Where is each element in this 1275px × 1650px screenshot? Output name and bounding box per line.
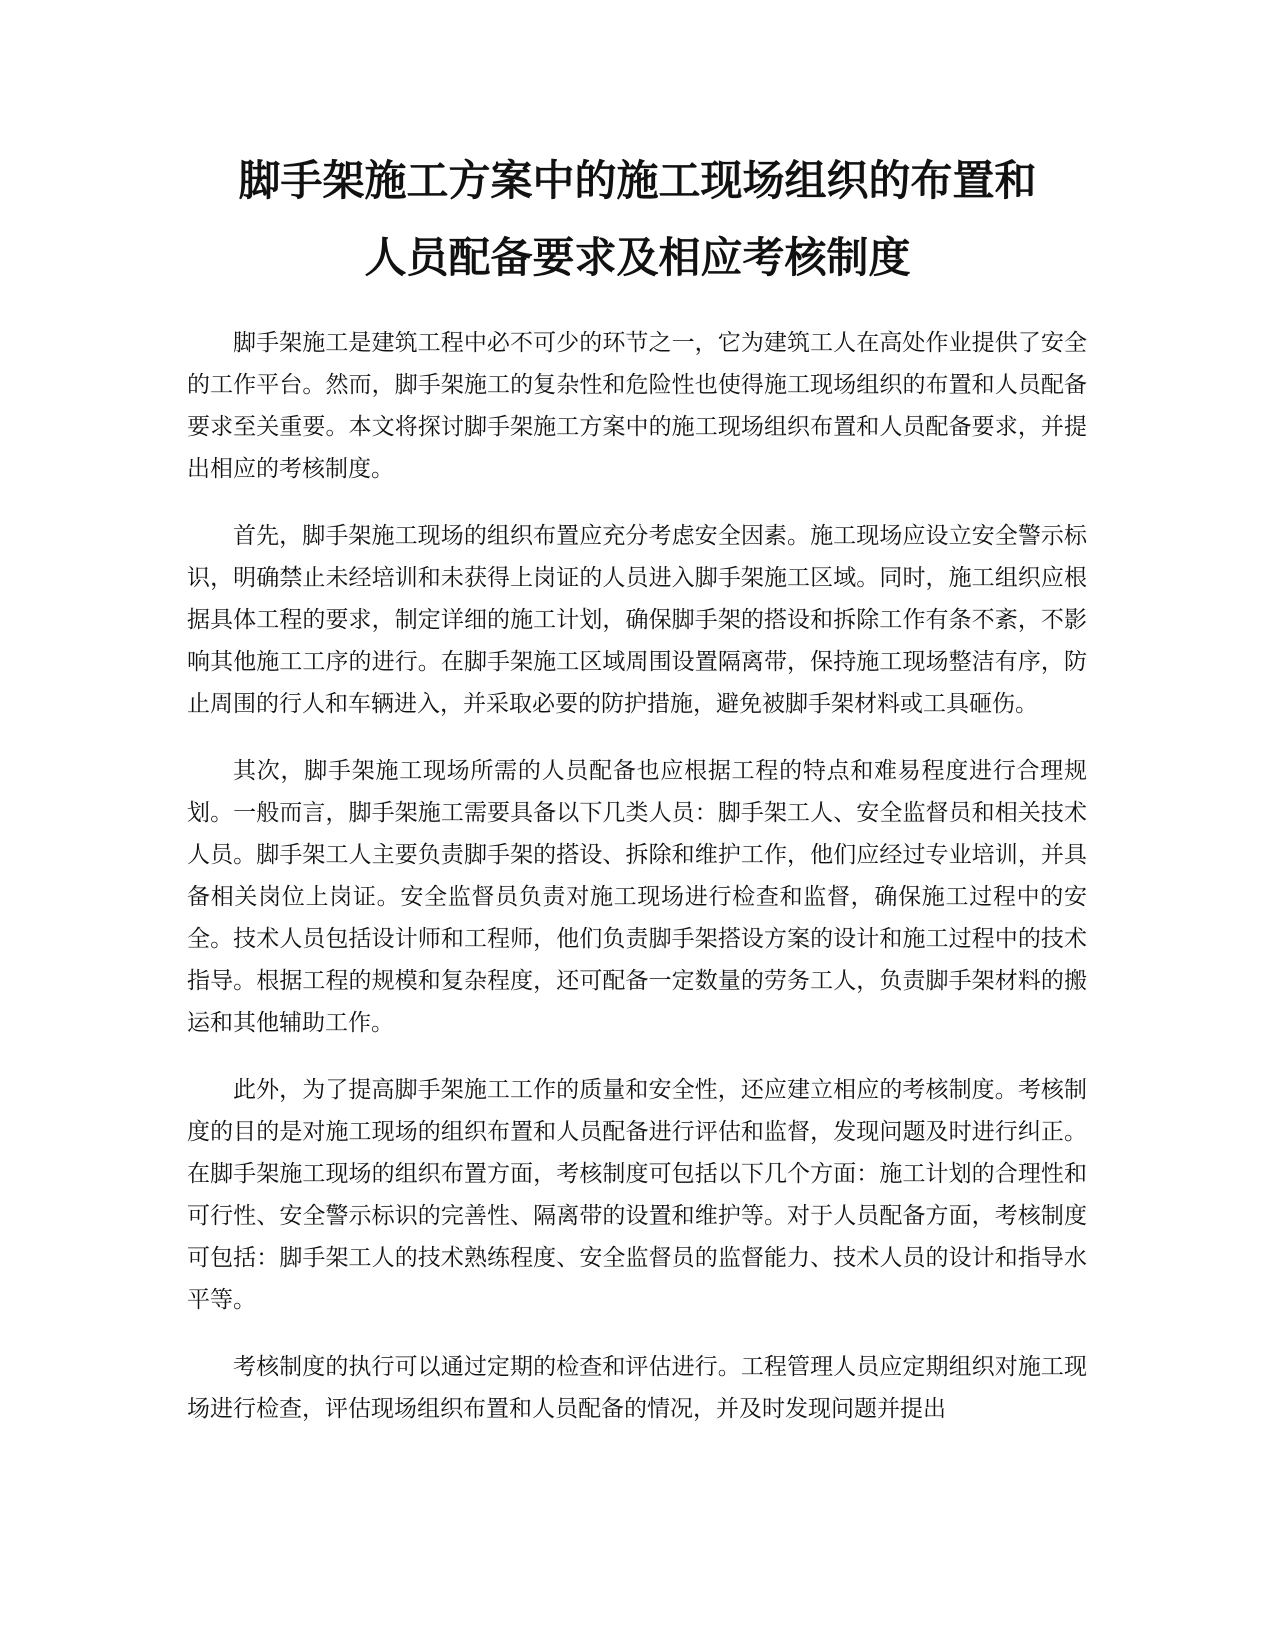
paragraph-staffing: 其次，脚手架施工现场所需的人员配备也应根据工程的特点和难易程度进行合理规划。一般而言，脚手架施工需要具备以下几类人员：脚手架工人、安全监督员和相关技术人员。脚手架工人主要负责脚手架的搭设、拆除和维护工作，他们应经过专业培训，并具备相关岗位上岗证。安全监督员负责对施工现场进行检查和监督，确保施工过程中的安全。技术人员包括设计师和工程师，他们负责脚手架搭设方案的设计和施工过程中的技术指导。根据工程的规模和复杂程度，还可配备一定数量的劳务工人，负责脚手架材料的搬运和其他辅助工作。: [187, 758, 1087, 1036]
document-title-line-1: 脚手架施工方案中的施工现场组织的布置和: [238, 156, 1037, 205]
paragraph-site-layout: 首先，脚手架施工现场的组织布置应充分考虑安全因素。施工现场应设立安全警示标识，明确禁止未经培训和未获得上岗证的人员进入脚手架施工区域。同时，施工组织应根据具体工程的要求，制定详细的施工计划，确保脚手架的搭设和拆除工作有条不紊，不影响其他施工工序的进行。在脚手架施工区域周围设置隔离带，保持施工现场整洁有序，防止周围的行人和车辆进入，并采取必要的防护措施，避免被脚手架材料或工具砸伤。: [187, 523, 1087, 717]
document-body: [187, 322, 1087, 1430]
paragraph-intro: 脚手架施工是建筑工程中必不可少的环节之一，它为建筑工人在高处作业提供了安全的工作平台。然而，脚手架施工的复杂性和危险性也使得施工现场组织的布置和人员配备要求至关重要。本文将探讨脚手架施工方案中的施工现场组织布置和人员配备要求，并提出相应的考核制度。: [187, 330, 1087, 482]
paragraph-assessment-execution: 考核制度的执行可以通过定期的检查和评估进行。工程管理人员应定期组织对施工现场进行检查，评估现场组织布置和人员配备的情况，并及时发现问题并提出: [187, 1354, 1087, 1422]
document-title-line-2: 人员配备要求及相应考核制度: [364, 233, 911, 282]
paragraph-assessment-system: 此外，为了提高脚手架施工工作的质量和安全性，还应建立相应的考核制度。考核制度的目的是对施工现场的组织布置和人员配备进行评估和监督，发现问题及时进行纠正。在脚手架施工现场的组织布置方面，考核制度可包括以下几个方面：施工计划的合理性和可行性、安全警示标识的完善性、隔离带的设置和维护等。对于人员配备方面，考核制度可包括：脚手架工人的技术熟练程度、安全监督员的监督能力、技术人员的设计和指导水平等。: [187, 1077, 1087, 1313]
